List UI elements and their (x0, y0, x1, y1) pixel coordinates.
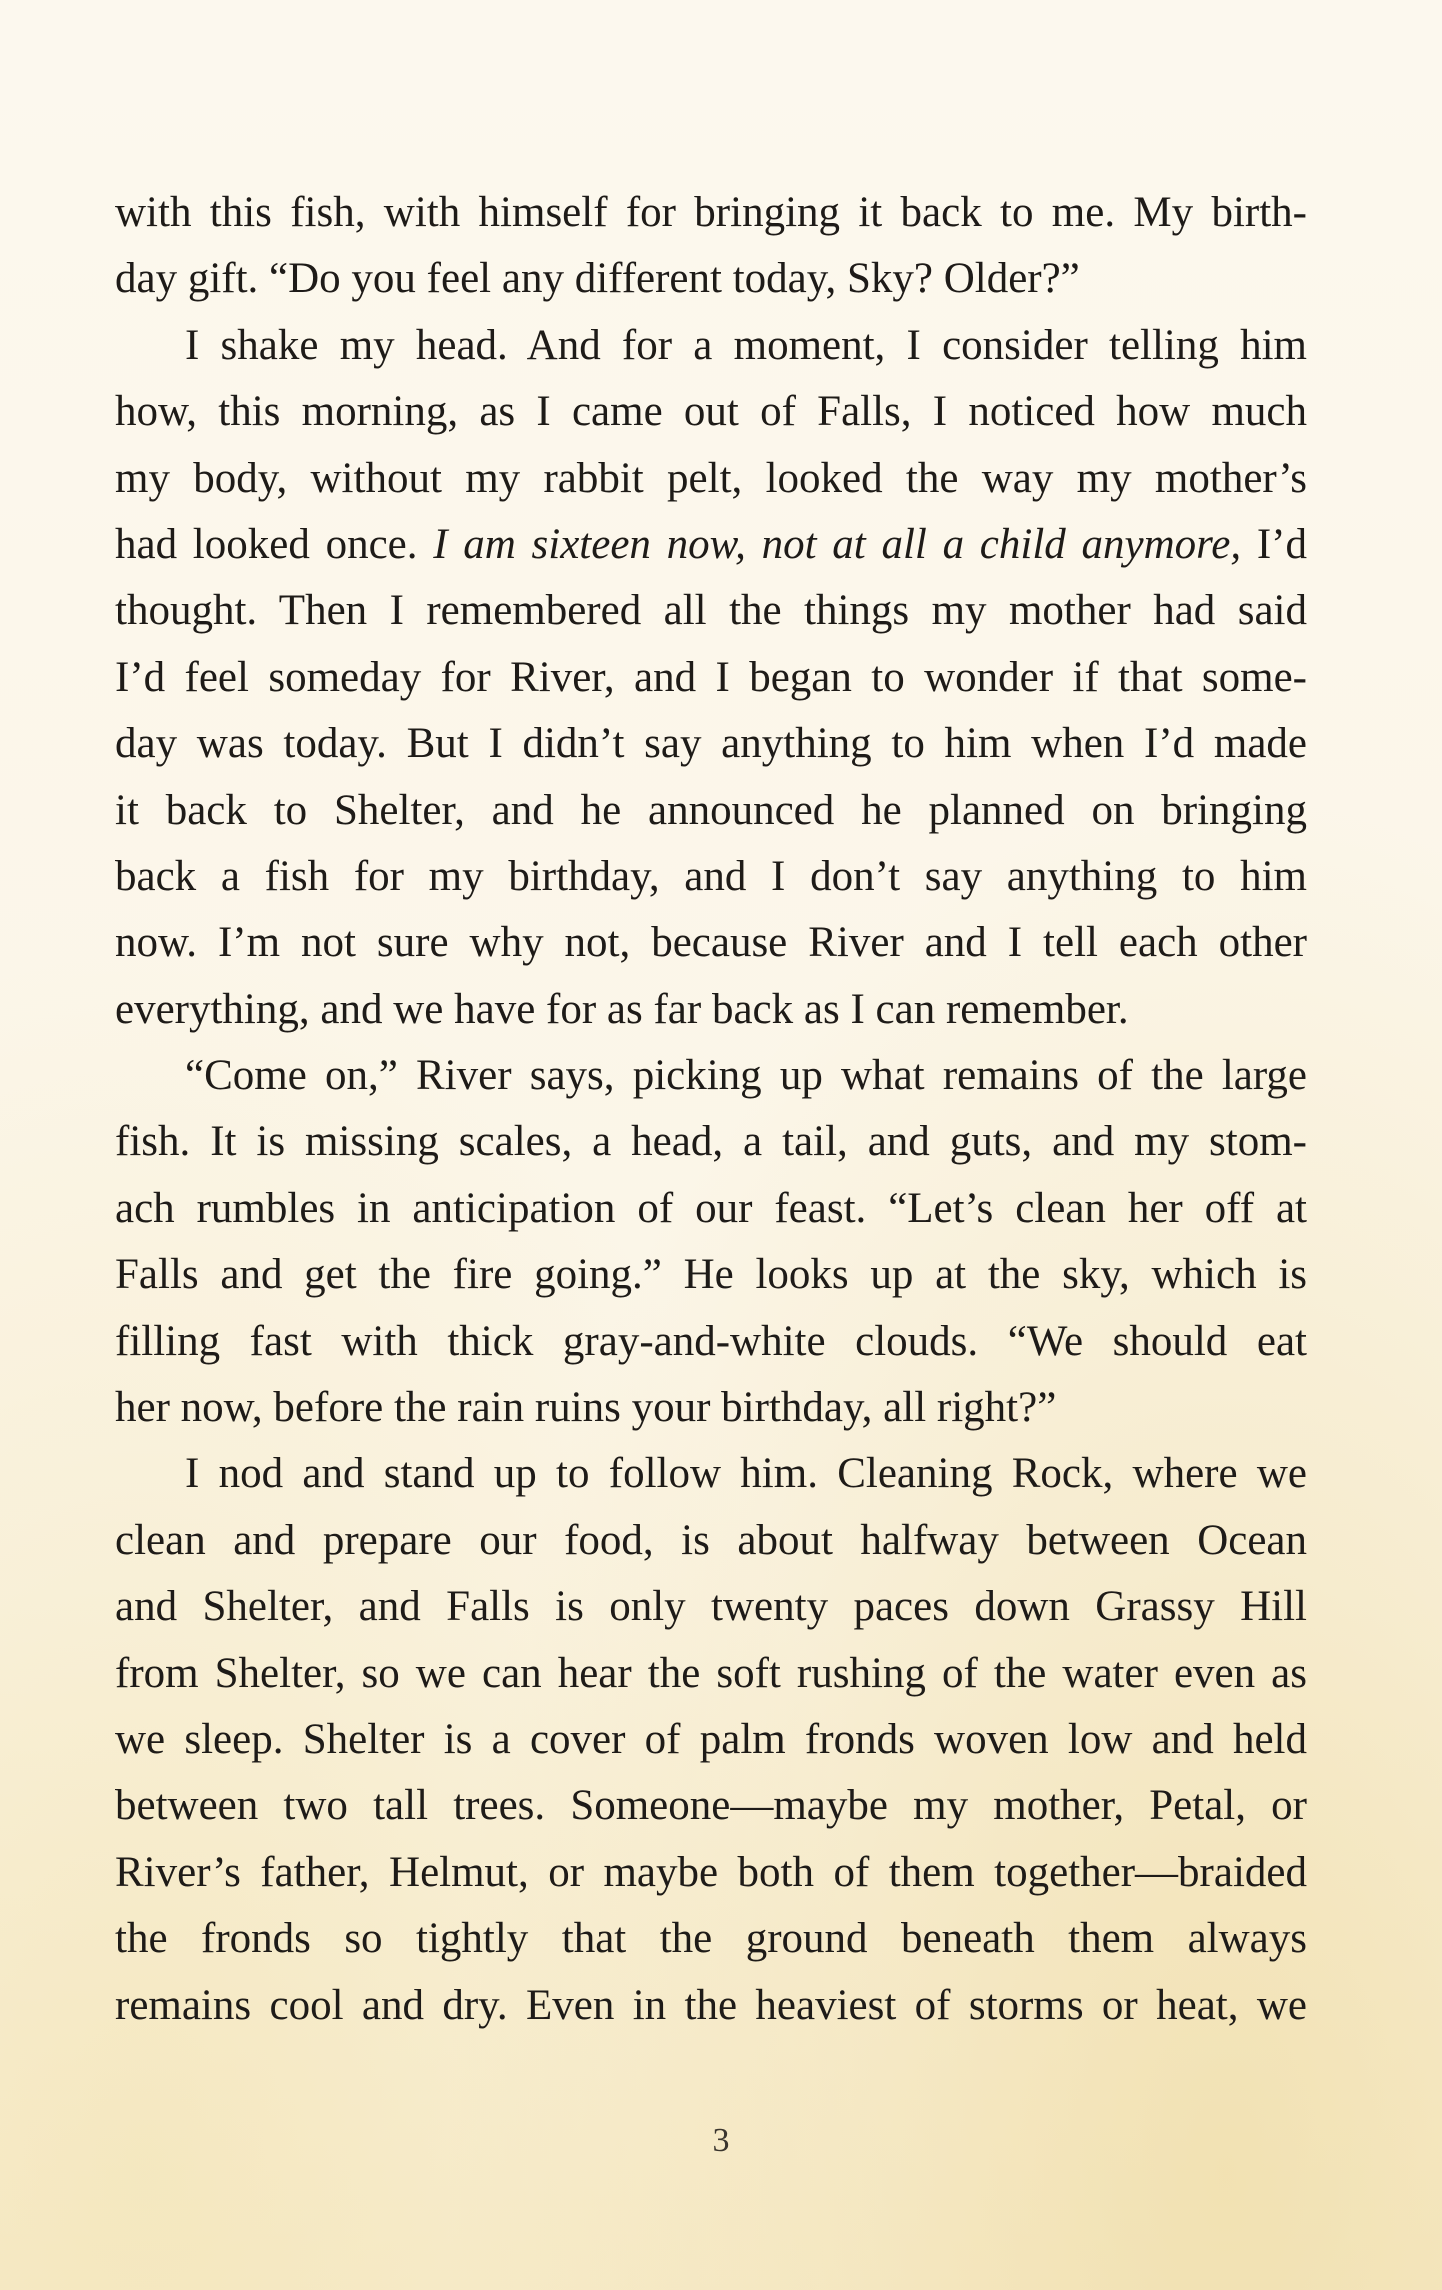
text-line (115, 1508, 1307, 1574)
text-line (115, 1773, 1307, 1839)
text-segment: with this fish, with himself for bringing it back to me. My birth- (115, 189, 1307, 236)
text-line (115, 180, 1307, 246)
text-line (115, 313, 1307, 379)
text-segment: now. I’m not sure why not, because River and I tell each other (115, 919, 1307, 967)
text-segment: remains cool and dry. Even in the heaviest of storms or heat, we (115, 1981, 1307, 2029)
text-line (115, 1043, 1307, 1109)
text-line (115, 1176, 1307, 1242)
text-segment: clean and prepare our food, is about halfway between Ocean (115, 1516, 1307, 1564)
text-line (115, 1641, 1307, 1707)
text-segment: fish. It is missing scales, a head, a tail, and guts, and my stom- (115, 1118, 1307, 1166)
text-line (115, 1242, 1307, 1308)
text-segment: between two tall trees. Someone—maybe my mother, Petal, or (115, 1782, 1307, 1830)
text-segment: had looked once. (115, 520, 434, 568)
text-line (115, 1973, 1307, 2039)
text-segment: from Shelter, so we can hear the soft rushing of the water even as (115, 1649, 1307, 1697)
body-text (115, 180, 1307, 2039)
text-segment: it back to Shelter, and he announced he planned on bringing (115, 786, 1307, 834)
text-segment: I shake my head. And for a moment, I consider telling him (185, 321, 1307, 369)
text-segment: the fronds so tightly that the ground beneath them always (115, 1915, 1307, 1963)
text-line (115, 379, 1307, 445)
text-segment: thought. Then I remembered all the things my mother had said (115, 587, 1307, 635)
text-line (115, 1707, 1307, 1773)
text-line (115, 1906, 1307, 1972)
text-line (115, 446, 1307, 512)
text-segment: I’d feel someday for River, and I began to wonder if that some- (115, 653, 1307, 701)
text-line (115, 778, 1307, 844)
text-line (115, 578, 1307, 644)
text-segment: day gift. “Do you feel any different today, Sky? Older?” (115, 255, 1080, 303)
text-segment: I nod and stand up to follow him. Cleaning Rock, where we (185, 1450, 1307, 1498)
text-line (115, 1574, 1307, 1640)
page-number: 3 (712, 2122, 730, 2159)
text-line (115, 1840, 1307, 1906)
text-segment: I’d (1241, 520, 1308, 568)
text-line (115, 246, 1307, 312)
text-segment: filling fast with thick gray-and-white clouds. “We should eat (115, 1317, 1307, 1365)
text-segment: her now, before the rain ruins your birthday, all right?” (115, 1384, 1057, 1432)
text-line (115, 977, 1307, 1043)
text-segment: River’s father, Helmut, or maybe both of them together—braided (115, 1848, 1307, 1896)
text-segment: everything, and we have for as far back as I can remember. (115, 985, 1129, 1033)
italic-text-segment: I am sixteen now, not at all a child anymore, (433, 520, 1242, 568)
text-segment: Falls and get the fire going.” He looks up at the sky, which is (115, 1251, 1307, 1299)
text-line (115, 512, 1307, 578)
text-segment: my body, without my rabbit pelt, looked the way my mother’s (115, 454, 1307, 502)
text-segment: and Shelter, and Falls is only twenty paces down Grassy Hill (115, 1583, 1307, 1631)
text-segment: back a fish for my birthday, and I don’t say anything to him (115, 852, 1307, 900)
text-line (115, 711, 1307, 777)
text-segment: how, this morning, as I came out of Falls, I noticed how much (115, 388, 1307, 436)
text-segment: we sleep. Shelter is a cover of palm fronds woven low and held (115, 1715, 1307, 1763)
text-line (115, 1109, 1307, 1175)
text-segment: “Come on,” River says, picking up what remains of the large (185, 1052, 1307, 1100)
text-line (115, 910, 1307, 976)
text-line (115, 1441, 1307, 1507)
text-line (115, 844, 1307, 910)
text-line (115, 1375, 1307, 1441)
text-segment: ach rumbles in anticipation of our feast. “Let’s clean her off at (115, 1184, 1307, 1232)
text-segment: day was today. But I didn’t say anything to him when I’d made (115, 720, 1307, 768)
text-line (115, 1309, 1307, 1375)
text-line (115, 645, 1307, 711)
